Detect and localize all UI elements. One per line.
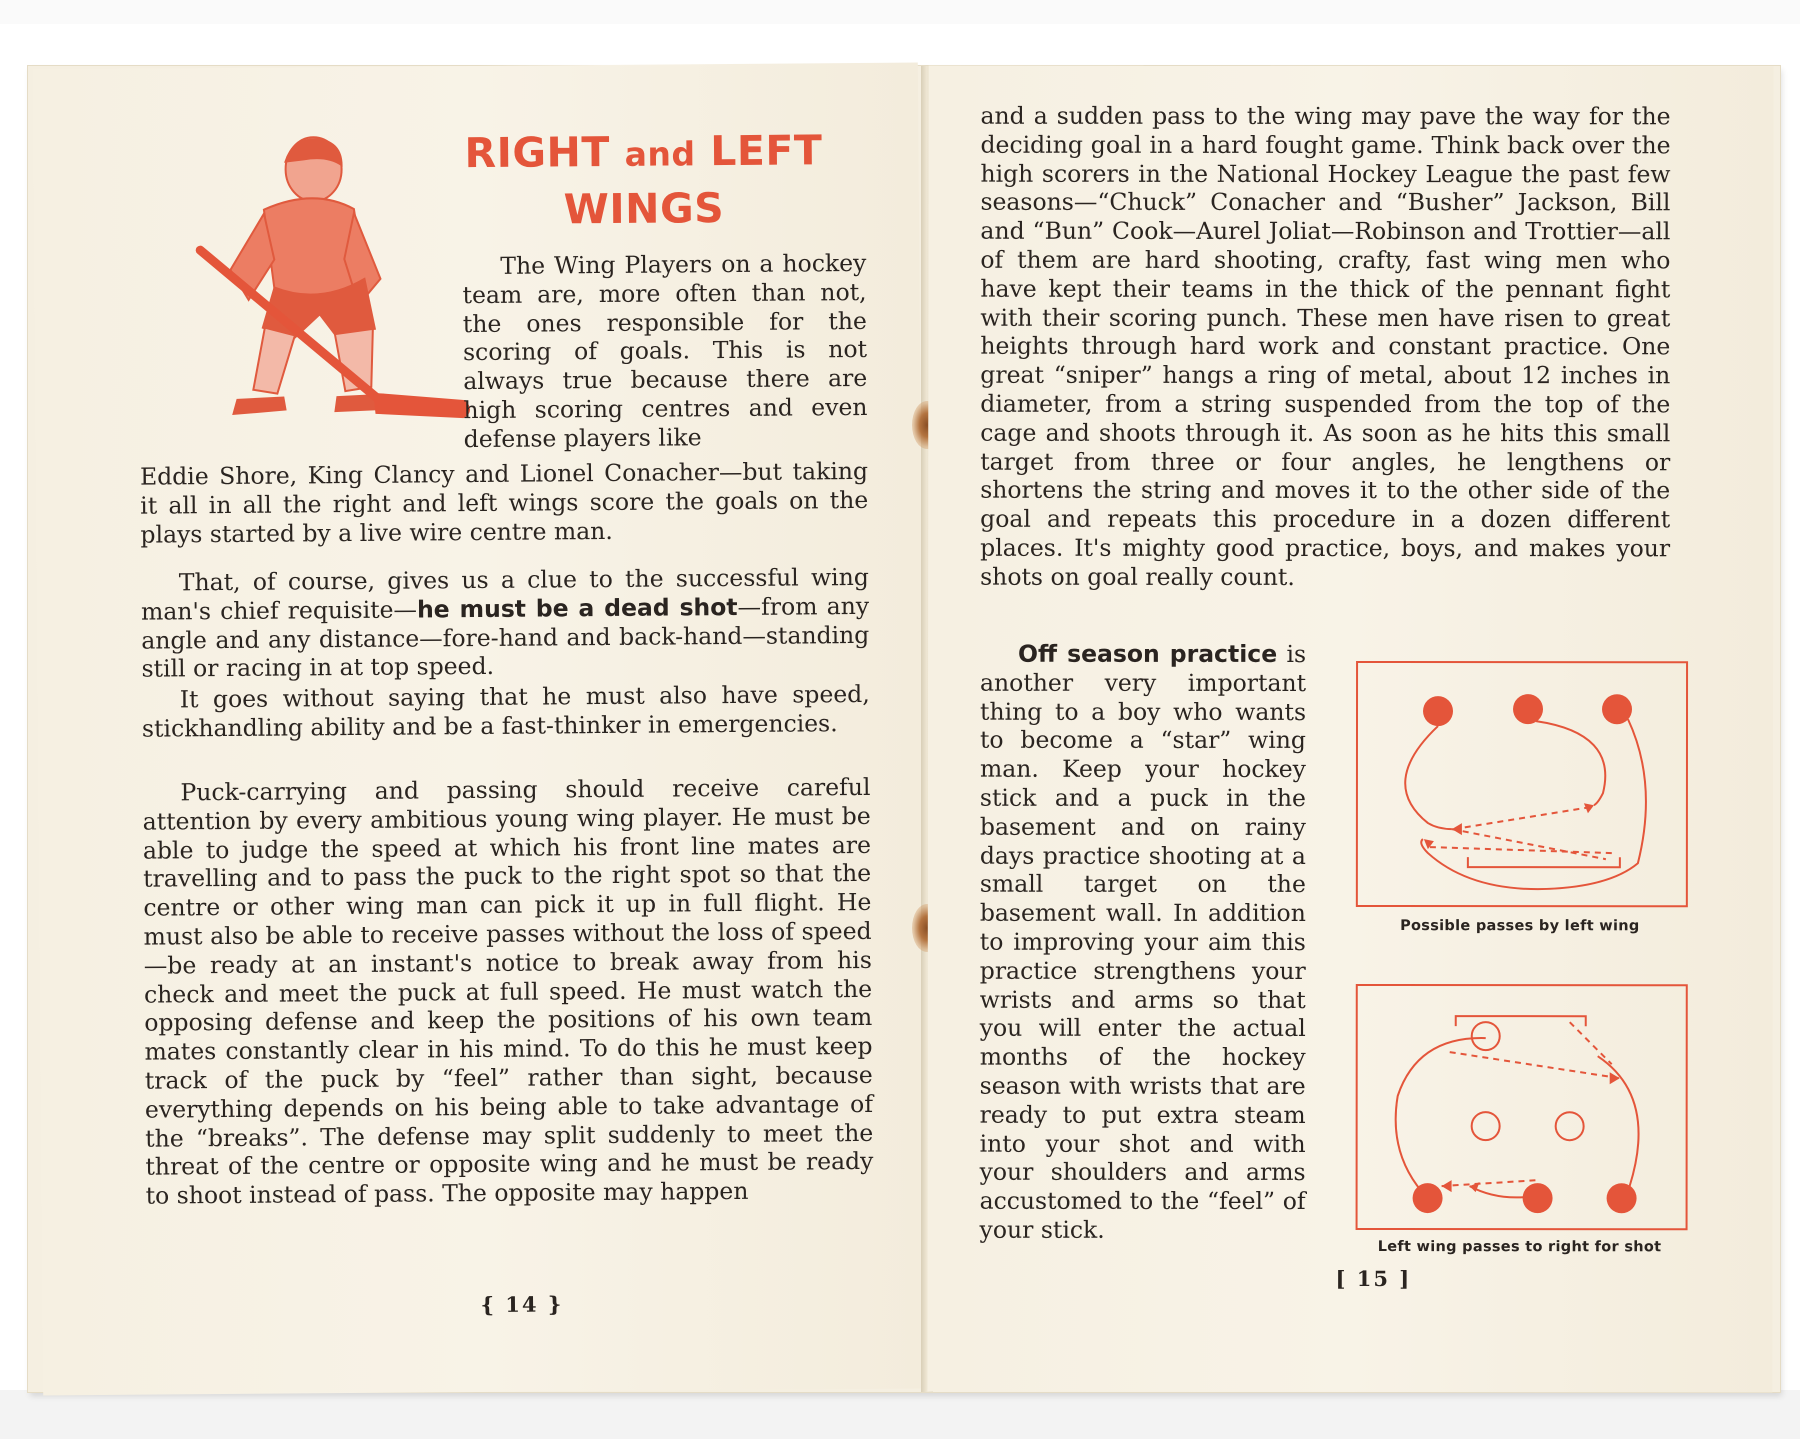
player-dot: [1423, 696, 1453, 726]
off-season-bold-text: Off season practice: [1018, 639, 1278, 668]
player-dot: [1607, 1183, 1637, 1213]
left-to-right-pass-diagram: [1356, 984, 1688, 1230]
booklet-spread: [28, 66, 1780, 1392]
left-page: [33, 63, 928, 1396]
title-word-and: and: [624, 134, 696, 174]
puck-circle: [1472, 1022, 1500, 1050]
puck-circle: [1472, 1112, 1500, 1140]
clue-after-text: —from any angle and any distance—fore-hand and back-hand—standing still or racing in at top speed.: [141, 591, 870, 684]
clue-before-text: That, of course, gives us a clue to the successful wing man's chief requisite—: [140, 562, 869, 626]
off-season-body-text: is another very important thing to a boy who wants to become a “star” wing man. Keep your hockey stick and a puck in the basement and on rainy days practice shooting at a small target on the basement wall. In addition to improving your aim this practice strengthens your wrists and arms so that you will enter the actual months of the hockey season with wrists that are ready to put extra steam into your shot and with your shoulders and arms accustomed to the “feel” of your stick.: [979, 639, 1307, 1244]
dead-shot-paragraph: [141, 563, 870, 684]
scan-bottom-margin: [0, 1390, 1800, 1439]
diagram-caption-left-to-right: Left wing passes to right for shot: [1377, 1239, 1662, 1256]
diagram-caption-possible-passes: Possible passes by left wing: [1400, 918, 1640, 935]
scan-top-margin: [0, 0, 1800, 24]
intro-paragraph-wrapped: The Wing Players on a hockey team are, more often than not, the ones responsible for the scoring of goals. This is not always true because there are high scoring centres and even defense players like: [462, 248, 868, 453]
right-page: [927, 66, 1773, 1393]
title-word-right: RIGHT: [464, 127, 611, 178]
continued-paragraph: and a sudden pass to the wing may pave the way for the deciding goal in a hard fought game. Think back over the high scorers in the National Hockey League the past few seasons—“Chuck” Conacher and “Busher” Jackson, Bill and “Bun” Cook—Aurel Joliat—Robinson and Trottier—all of them are hard shooting, crafty, fast wing men who have kept their teams in the thick of the pennant fight with their scoring punch. These men have risen to great heights through hard work and constant practice. One great “sniper” hangs a ring of metal, about 12 inches in diameter, from a string suspended from the top of the cage and shoots through it. As soon as he hits this small target from three or four angles, he lengthens or shortens the string and moves it to the other side of the goal and repeats this procedure in a dozen different places. It's mighty good practice, boys, and makes your shots on goal really count.: [980, 101, 1671, 591]
speed-paragraph: It goes without saying that he must also have speed, stickhandling ability and be a fast-thinker in emergencies.: [141, 679, 870, 743]
title-word-wings: WINGS: [563, 184, 725, 234]
title-word-left: LEFT: [710, 126, 823, 176]
puck-circle: [1556, 1112, 1584, 1140]
player-dot: [1513, 694, 1543, 724]
player-dot: [1413, 1183, 1443, 1213]
off-season-paragraph: [980, 640, 1307, 1245]
page-title: [413, 123, 874, 238]
clue-bold-text: he must be a dead shot: [416, 592, 738, 624]
intro-paragraph-continued: Eddie Shore, King Clancy and Lionel Conacher—but taking it all in all the right and left wings score the goals on the plays started by a live wire centre man.: [139, 456, 869, 549]
page-number-right: [ 15 ]: [1335, 1265, 1412, 1292]
player-dot: [1523, 1183, 1553, 1213]
left-wing-passes-diagram: [1356, 661, 1688, 907]
puck-carrying-paragraph: Puck-carrying and passing should receive careful attention by every ambitious young wing player. He must be able to judge the speed at which his front line mates are travelling and to pass the puck to the right spot so that the centre or other wing man can pick it up in full flight. He must also be able to receive passes without the loss of speed—be ready at an instant's notice to break away from his check and meet the puck at full speed. He must watch the opposing defense and keep the positions of his own team mates constantly clear in his mind. To do this he must keep track of the puck by “feel” rather than sight, because everything depends on his being able to take advantage of the “breaks”. The defense may split suddenly to meet the threat of the centre or opposite wing and he must be ready to shoot instead of pass. The opposite may happen: [142, 772, 874, 1210]
page-number-left: { 14 }: [480, 1291, 564, 1318]
